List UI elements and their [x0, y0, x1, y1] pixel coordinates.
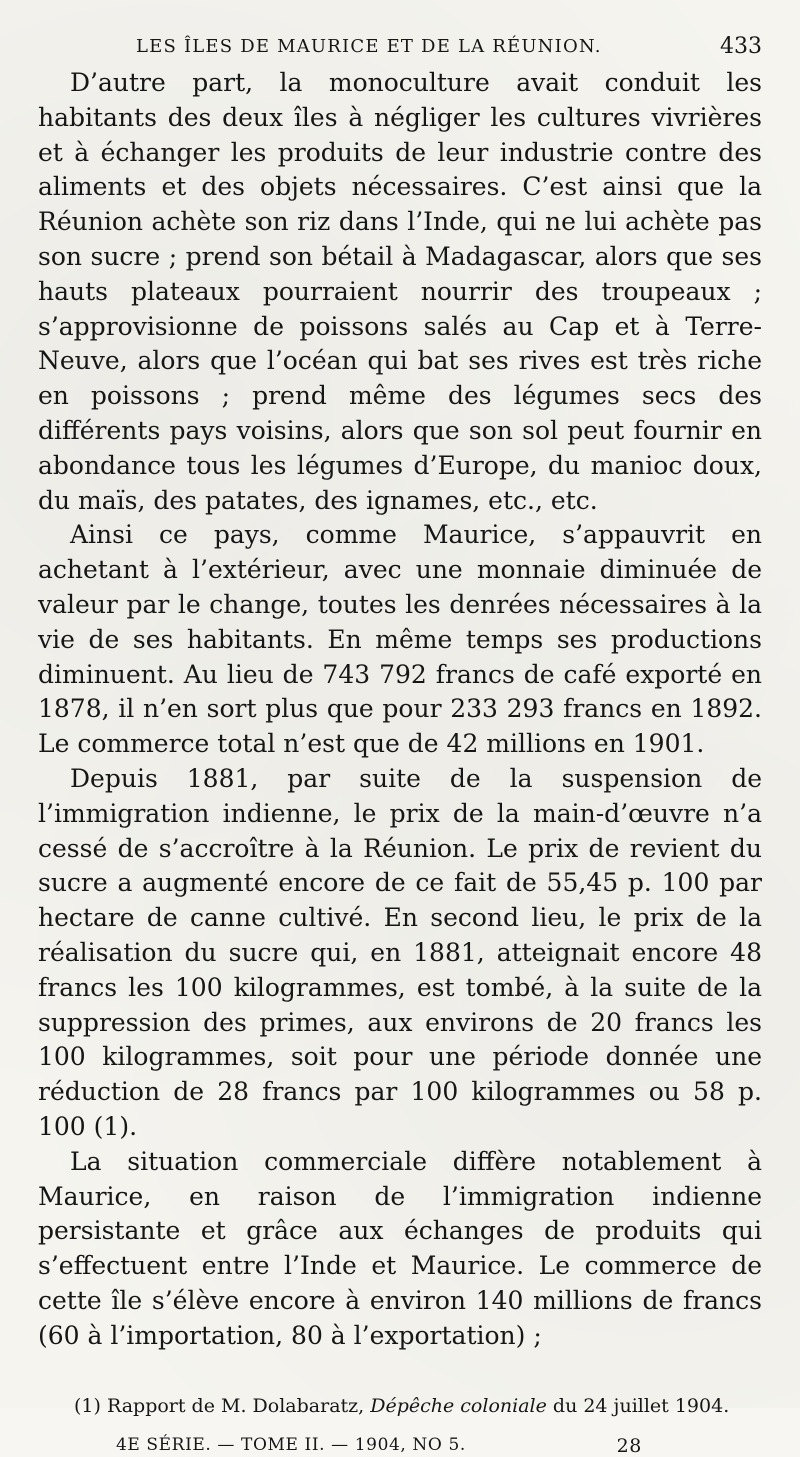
paragraph-mauritius-trade: La situation commerciale diffère notablement à Maurice, en raison de l’immigration indienne persistante et grâce aux échanges de produits qui s’effectuent entre l’Inde et Maurice. Le commerce de cette île s’élève encore à environ 140 millions de francs (60 à l’importation, 80 à l’exportation) ;	[38, 1146, 762, 1350]
paragraph-monoculture: D’autre part, la monoculture avait conduit les habitants des deux îles à négliger les cultures vivrières et à échanger les produits de leur industrie contre des aliments et des objets nécessaires. C’est ainsi que la Réunion achète son riz dans l’Inde, qui ne lui achète pas son sucre ; prend son bétail à Madagascar, alors que ses hauts plateaux pourraient nourrir des troupeaux ; s’approvisionne de poissons salés au Cap et à Terre-Neuve, alors que l’océan qui bat ses rives est très riche en poissons ; prend même des légumes secs des différents pays voisins, alors que son sol peut fournir en abondance tous les légumes d’Europe, du manioc doux, du maïs, des patates, des ignames, etc., etc.	[38, 68, 762, 515]
sheet-number: 28	[616, 1435, 642, 1457]
body-text	[38, 66, 762, 1353]
paragraph-labor-cost: Depuis 1881, par suite de la suspension de l’immigration indienne, le prix de la main-d’œuvre n’a cessé de s’accroître à la Réunion. Le prix de revient du sucre a augmenté encore de ce fait de 55,45 p. 100 par hectare de canne cultivé. En second lieu, le prix de la réalisation du sucre qui, en 1881, atteignait encore 48 francs les 100 kilogrammes, est tombé, à la suite de la suppression des primes, aux environs de 20 francs les 100 kilogrammes, soit pour une période donnée une réduction de 28 francs par 100 kilogrammes ou 58 p. 100 (1).	[38, 763, 762, 1141]
footnote-text: Rapport de M. Dolabaratz,	[106, 1395, 365, 1418]
paragraph-impoverishment: Ainsi ce pays, comme Maurice, s’appauvrit en achetant à l’extérieur, avec une monnaie diminuée de valeur par le change, toutes les denrées nécessaires à la vie de ses habitants. En même temps ses productions diminuent. Au lieu de 743 792 francs de café exporté en 1878, il n’en sort plus que pour 233 293 francs en 1892. Le commerce total n’est que de 42 millions en 1901.	[38, 520, 762, 759]
footnote-marker: (1)	[74, 1395, 101, 1418]
signature-line	[38, 1435, 762, 1457]
footnote-source: Dépêche coloniale	[370, 1395, 547, 1418]
page-number: 433	[720, 34, 762, 59]
footnote	[38, 1393, 762, 1419]
footnote-date: du 24 juillet 1904.	[552, 1395, 730, 1418]
series-info: 4E SÉRIE. — TOME II. — 1904, NO 5.	[116, 1435, 466, 1456]
running-head	[38, 30, 762, 66]
running-title: LES ÎLES DE MAURICE ET DE LA RÉUNION.	[136, 36, 602, 57]
